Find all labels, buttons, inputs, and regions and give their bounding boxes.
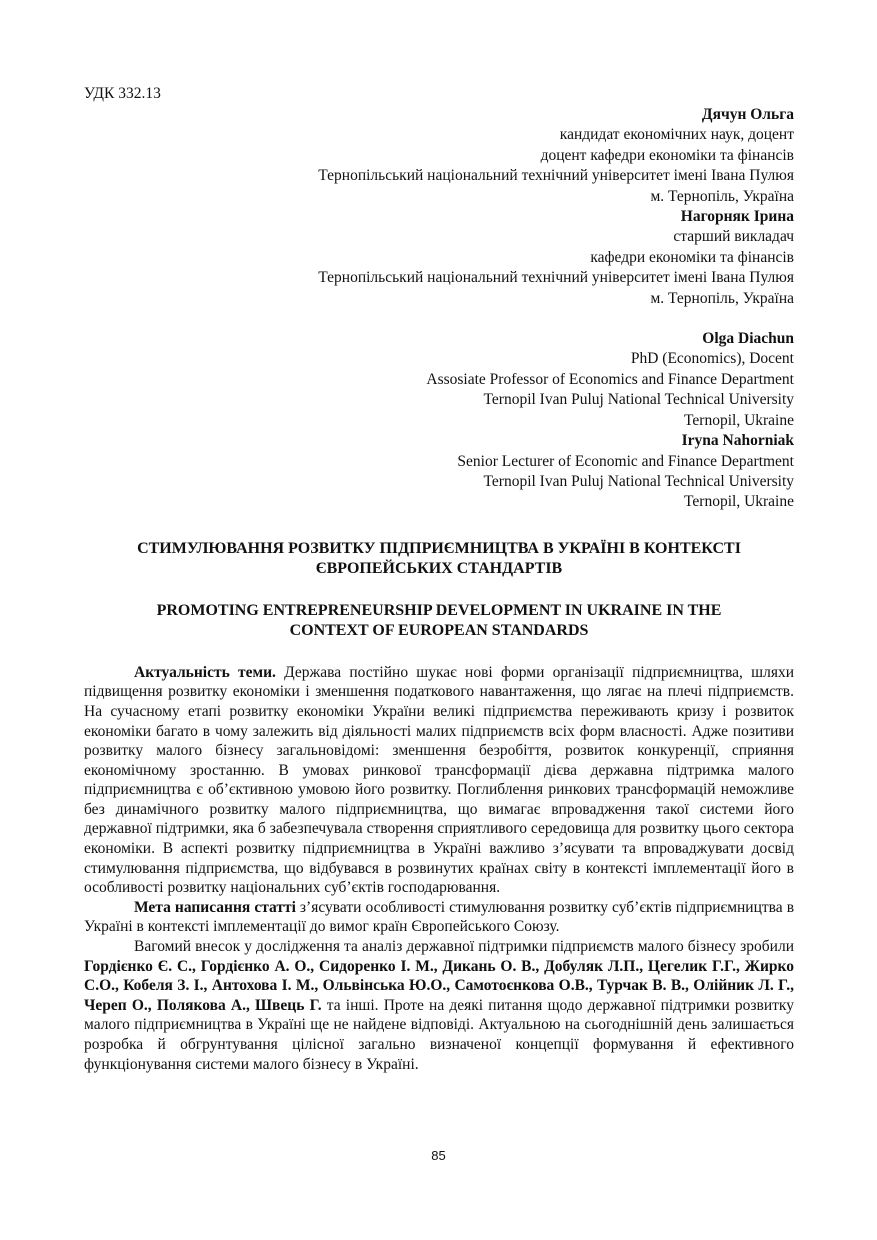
author-degree: кандидат економічних наук, доцент [559, 126, 794, 144]
paragraph-lead: Мета написання статті [134, 898, 296, 916]
author-degree: PhD (Economics), Docent [630, 350, 794, 368]
author-position: Assosiate Professor of Economics and Finance Department [426, 370, 794, 388]
author-name: Iryna Nahorniak [681, 432, 794, 450]
author-name: Нагорняк Ірина [680, 208, 794, 226]
article-body [84, 663, 794, 1074]
author-location: м. Тернопіль, Україна [650, 289, 794, 307]
page-number: 85 [431, 1148, 446, 1163]
authors-english [84, 329, 794, 513]
paragraph-purpose [84, 898, 794, 937]
author-location: Ternopil, Ukraine [684, 493, 794, 511]
paragraph-literature [84, 937, 794, 1074]
author-location: м. Тернопіль, Україна [650, 187, 794, 205]
author-affiliation: Тернопільський національний технічний університет імені Івана Пулюя [318, 269, 794, 287]
author-department: кафедри економіки та фінансів [590, 248, 794, 266]
cited-authors: Гордієнко Є. С., Гордієнко А. О., Сидоренко І. М., Дикань О. В., Добуляк Л.П., Цегелик Г.Г., Жирко С.О., Кобеля З. І., Антохова І. М., Ольвінська Ю.О., Самотоєнкова О.В., Турчак В. В., Олійник Л. Г., Череп О., Полякова А., Швець Г. [84, 957, 794, 1014]
page [84, 84, 794, 1074]
author-position: Senior Lecturer of Economic and Finance Department [457, 452, 794, 470]
author-affiliation: Ternopil Ivan Puluj National Technical University [483, 391, 794, 409]
author-affiliation: Тернопільський національний технічний університет імені Івана Пулюя [318, 167, 794, 185]
paragraph-text: Вагомий внесок у дослідження та аналіз державної підтримки підприємств малого бізнесу зробили [134, 938, 794, 956]
authors-ukrainian [84, 105, 794, 309]
udk-code: УДК 332.13 [84, 85, 161, 102]
paragraph-text: та інші. Проте на деякі питання щодо державної підтримки розвитку малого підприємництва в Україні ще не найдене відповіді. Актуальною на сьогоднішній день залишається розробка й обгрунтування цілісної загально визначеної концепції формування й ефективного функціонування системи малого бізнесу в Україні. [84, 996, 794, 1073]
author-name: Olga Diachun [702, 330, 794, 348]
paragraph-lead: Актуальність теми. [134, 663, 276, 681]
article-title-ukrainian: СТИМУЛЮВАННЯ РОЗВИТКУ ПІДПРИЄМНИЦТВА В УКРАЇНІ В КОНТЕКСТІ ЄВРОПЕЙСЬКИХ СТАНДАРТІВ [137, 539, 741, 577]
paragraph-text: з’ясувати особливості стимулювання розвитку суб’єктів підприємництва в Україні в контексті імплементації до вимог країн Європейського Союзу. [84, 898, 795, 936]
paragraph-relevance [84, 663, 794, 898]
article-title-english: PROMOTING ENTREPRENEURSHIP DEVELOPMENT IN UKRAINE IN THE CONTEXT OF EUROPEAN STANDARDS [156, 601, 722, 639]
author-position: доцент кафедри економіки та фінансів [540, 146, 794, 164]
paragraph-text: Держава постійно шукає нові форми організації підприємництва, шляхи підвищення розвитку економіки і зменшення податкового навантаження, що лягає на плечі підприємств. На сучасному етапі розвитку економіки України великі підприємства переживають кризу і розвиток економіки багато в чому залежить від діяльності малих підприємств всіх форм власності. Адже позитиви розвитку малого бізнесу загальновідомі: зменшення безробіття, розвиток конкуренції, сприяння економічному зростанню. В умовах ринкової трансформації дієва державна підтримка малого підприємництва є об’єктивною умовою його розвитку. Поглиблення ринкових трансформацій неможливе без динамічного розвитку малого підприємництва, що вимагає впровадження такої системи його державної підтримки, яка б забезпечувала створення сприятливого середовища для розвитку цього сектора економіки. В аспекті розвитку підприємництва в Україні важливо з’ясувати та впроваджувати досвід стимулювання підприємства, що відбувався в розвинутих країнах світу в контексті імплементації його в особливості розвитку національних суб’єктів господарювання. [84, 663, 794, 897]
author-location: Ternopil, Ukraine [684, 411, 794, 429]
author-name: Дячун Ольга [701, 106, 794, 123]
author-affiliation: Ternopil Ivan Puluj National Technical University [483, 472, 794, 490]
author-position: старший викладач [673, 228, 794, 246]
